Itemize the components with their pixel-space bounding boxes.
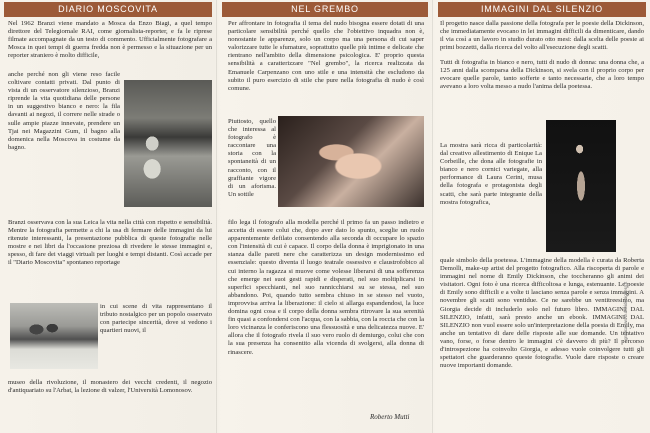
side-credit: grafica: www.davidesighera.it	[623, 281, 628, 340]
photo-hand-color	[278, 116, 424, 207]
photo-moscow-church-bw	[10, 303, 98, 369]
paragraph: museo della rivoluzione, il monastero dei vecchi credenti, il negozio d'antiquariato su l'Arbat, la lezione di valzer, l'Università Lomonosov.	[8, 379, 212, 395]
photo-boy-bw	[124, 80, 212, 207]
section-title: IMMAGINI DAL SILENZIO	[438, 2, 646, 17]
paragraph: Per affrontare in fotografia il tema del nudo bisogna essere dotati di una particolare sensibilità perché quello che l'obiettivo inquadra non è, nonostante le apparenze, solo un corpo ma una persona di cui saper valorizzare tutte le sfumature, soprattutto quelle più intime e delicate che rientrano nell'ambito della dimensione psicologica. E' proprio questa sensibilità a caratterizzare "Nel grembo", la ricerca realizzata da Emanuele Carpenzano con uno stile e una intensità che escludono da subito il puro esercizio di stile che pure nella fotografia di nudo è così comune.	[228, 20, 424, 92]
column-diario-moscovita	[0, 0, 216, 433]
column-immagini-dal-silenzio	[434, 0, 650, 433]
section-title: DIARIO MOSCOVITA	[4, 2, 212, 17]
paragraph: quale simbolo della poetessa. L'immagine della modella è curata da Roberta Demolli, make-up artist del progetto fotografico. Alla riscoperta di parole e immagini nel nome di Emily Dickinson, che toccheranno gli animi dei visitatori. Ogni foto è una ricerca difficoltosa e lunga, estenuante. Le poesie di Emily sono difficili e a volte ti lasciano senza parole e senza immagini. A novembre gli scatti sono ventidue. Ce ne sarebbe un ventitreesimo, ma Giorgia decide di includerlo solo nel futuro libro. IMMAGINI DAL SILENZIO, infatti, sarà presto anche un ebook. IMMAGINI DAL SILENZIO non vuol essere solo un'interpretazione della poesia di Emily, ma anche un tentativo di dare delle risposte alle sue domande. Un tentativo vano, forse, o forse dentro le immagini c'è davvero di più? Il percorso d'introspezione ha coinvolto Giorgia, e adesso vuole coinvolgere tutti gli spettatori che guarderanno queste fotografie. Vuole dare risposte o creare nuove importanti domande.	[440, 257, 644, 370]
fold-line	[216, 0, 217, 433]
paragraph: filo lega il fotografo alla modella perché il primo fa un passo indietro e accetta di essere colui che, dopo aver dato lo spunto, sceglie un ruolo apparentemente defilato consentendo alla seconda di occupare lo spazio con l'intensità di cui è capace. Il corpo della donna è imprigionato in una stanza dalle pareti nere che caratterizza un design modernissimo ed essenziale: questo diventa il luogo teatrale ossessivo e claustrofobico al cui interno la ragazza si muove come volesse liberarsi di una sofferenza che emerge nei suoi gesti rapidi e disperati, nel suo moltiplicarsi in superfici specchianti, nel suo rannicchiarsi su se stessa, nel suo abbandono. Poi, quando tutto sembra chiuso in se stesso nel vuoto, improvvisa arriva la liberazione: il cielo si allarga espandendosi, la luce domina ogni cosa e il corpo della donna sembra ritrovare la sua serenità fin quasi a confondersi con l'acqua, con la sabbia, con la roccia che con la loro vicinanza le conferiscono una flessuosità e una delicatezza nuove. E' allora che il fotografo rivela il suo vero ruolo di demiurgo, colui che con la sua presenza ha consentito alla vicenda di svolgersi, alla donna di rinascere.	[228, 219, 424, 356]
paragraph: Tutti di fotografia in bianco e nero, tutti di nudo di donna: una donna che, a 125 anni dalla scomparsa della Dickinson, si svela con il proprio corpo per evocare quelle parole, tanto sofferte e tanto necessarie, che a loro tempo avevano a loro volta messo a nudo l'anima della poetessa.	[440, 59, 644, 91]
paragraph: Branzi osservava con la sua Leica la vita nella città con rispetto e sensibilità. Mentre la fotografia permette a chi la usa di fermare delle immagini da lui ritenute interessanti, la presentazione pubblica di queste fotografie nelle mostre e nei libri da l'occasione preziosa di rivedere le stesse immagini e, spesso, di fare dei viaggi virtuali per luoghi e tempi distanti. Così accade per il "Diario Moscovita" spontaneo reportage	[8, 219, 212, 267]
paragraph: anche perché non gli viene reso facile coltivare contatti privati. Dal punto di vista di un osservatore silenzioso, Branzi riprende la vita quotidiana delle persone in un suggestivo bianco e nero: la fila davanti ai negozi, il correre nelle strade o sulle ampie piazze innevate, prendere un Tjai nei Magazzini Gum, il bagno alla domenica nella Moscova in costume da bagno.	[8, 71, 120, 151]
fold-line	[432, 0, 433, 433]
paragraph: in cui scene di vita rappresentano il tributo nostalgico per un popolo osservato con partecipe sincerità, dove si vedono i quartieri nuovi, il	[100, 303, 212, 335]
author-signature: Roberto Mutti	[370, 413, 410, 421]
paragraph: La mostra sarà ricca di particolarità: dal creativo allestimento di Enique La Corbeille, che dona alle fotografie in bianco e nero cornici variegate, alla performance di Laura Cerini, musa della fotografa e protagonista degli scatti, che sarà parte integrante della mostra fotografica,	[440, 142, 542, 206]
paragraph: Piuttosto, quello che interessa al fotografo è raccontare una storia con la spontaneità di un racconto, con il graffiante vigore di un aforisma. Un sottile	[228, 118, 276, 198]
section-title: NEL GREMBO	[222, 2, 428, 17]
photo-nude-figure-dark	[546, 120, 616, 252]
paragraph: Il progetto nasce dalla passione della fotografa per le poesie della Dickinson, che immediatamente evocano in lei immagini difficili da dimenticare, dando il via così a un lavoro in studio durato otto mesi: dalla scelta delle poesie ai primi bozzetti, dalla ricerca del volto all'esecuzione degli scatti.	[440, 20, 644, 52]
column-nel-grembo	[218, 0, 432, 433]
paragraph: Nel 1962 Branzi viene mandato a Mosca da Enzo Biagi, a quel tempo direttore del Telegiornale RAI, come giornalista-reporter, e fa le riprese filmate accompagnate da un testo di commento. Ufficialmente fotografare a Mosca in quei tempi di guerra fredda non è permesso e la situazione per un reporter straniero è molto difficile,	[8, 20, 212, 60]
